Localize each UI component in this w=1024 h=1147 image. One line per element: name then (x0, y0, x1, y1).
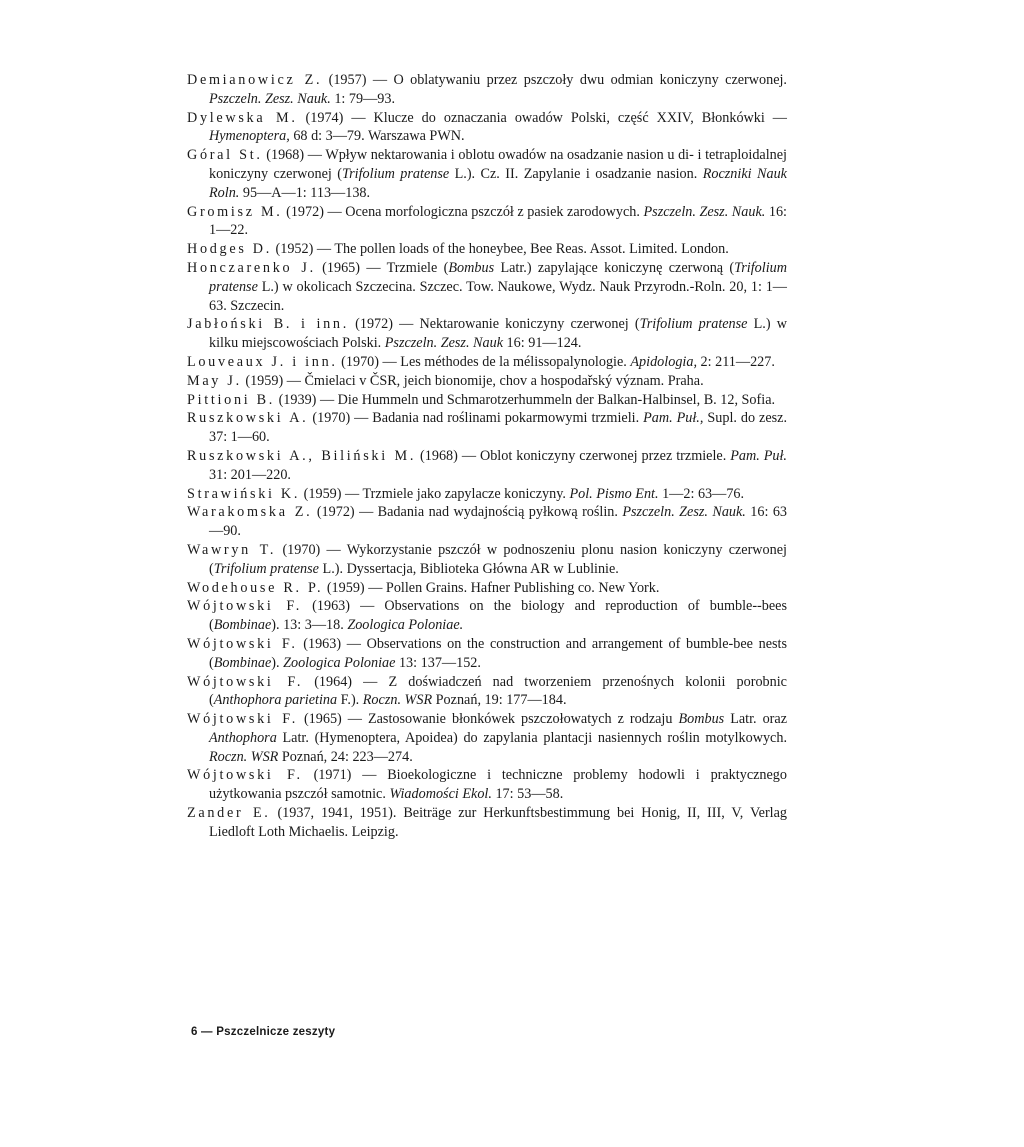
reference-text: 16: 1—22. (209, 203, 787, 239)
reference-text: Latr. oraz (724, 711, 787, 728)
reference-title-italic: Pszczeln. Zesz. Nauk (384, 335, 503, 352)
reference-author: Demianowicz Z. (187, 72, 323, 88)
reference-title-italic: Pol. Pismo Ent. (569, 485, 659, 502)
reference-entry (187, 109, 787, 147)
reference-author: Wójtowski F. (187, 711, 298, 728)
reference-text: ). (271, 654, 284, 671)
reference-author: Wójtowski F. (187, 767, 303, 784)
reference-text: (1972) — Badania nad wydajnością pyłkową roślin. (312, 504, 623, 521)
reference-title-italic: Anthophora (209, 729, 277, 746)
reference-text: (1937, 1941, 1951). Beiträge zur Herkunftsbestimmung bei Honig, II, III, V, Verlag Liedloft Loth Michaelis. Leipzig. (209, 805, 788, 840)
reference-text: ). 13: 3—18. (271, 617, 348, 634)
reference-author: Jabłoński B. i inn. (187, 316, 349, 333)
reference-text: L.) w okolicach Szczecina. Szczec. Tow. Naukowe, Wydz. Nauk Przyrodn.-Roln. 20, 1: 1—63. Szczecin. (209, 278, 787, 314)
reference-text: F.). (337, 692, 363, 709)
reference-author: Góral St. (187, 147, 263, 164)
reference-text: (1957) — O oblatywaniu przez pszczoły dwu odmian koniczyny czerwonej. (322, 72, 787, 88)
reference-text: 16: 91—124. (503, 335, 582, 352)
reference-title-italic: Trifolium pratense (639, 316, 748, 333)
reference-text: L.). Cz. II. Zapylanie i osadzanie nasion. (449, 165, 703, 182)
reference-text: 95—A—1: 113—138. (239, 184, 371, 201)
reference-title-italic: Anthophora parietina (213, 692, 338, 709)
reference-text: (1968) — Wpływ nektarowania i oblotu owadów na osadzanie nasion u di- i tetraploidalnej koniczyny czerwonej ( (209, 147, 788, 182)
reference-entry (187, 203, 787, 241)
reference-author: Ruszkowski A., Biliński M. (187, 447, 417, 464)
reference-text: (1964) — Z doświadczeń nad tworzeniem przenośnych kolonii porobnic ( (209, 673, 787, 709)
reference-text: L.) w kilku miejscowościach Polski. (209, 316, 787, 352)
reference-title-italic: Trifolium pratense (342, 165, 450, 182)
reference-entry (187, 503, 787, 541)
reference-text: Poznań, 24: 223—274. (278, 748, 413, 765)
reference-author: Strawiński K. (187, 485, 301, 502)
reference-title-italic: Pszczeln. Zesz. Nauk. (643, 203, 766, 220)
reference-title-italic: Pam. Puł. (730, 447, 787, 464)
reference-entry (187, 597, 787, 635)
reference-entry (187, 804, 787, 842)
reference-title-italic: Zoologica Poloniae (283, 654, 396, 671)
reference-entry (187, 635, 787, 673)
reference-title-italic: Roczniki Nauk Roln. (209, 165, 787, 201)
reference-text: 16: 63—90. (209, 504, 788, 540)
reference-text: (1965) — Trzmiele ( (315, 259, 449, 276)
reference-author: May J. (187, 372, 242, 389)
reference-text: (1968) — Oblot koniczyny czerwonej przez trzmiele. (416, 447, 731, 464)
reference-text: 68 d: 3—79. Warszawa PWN. (289, 128, 465, 145)
reference-text: (1965) — Zastosowanie błonkówek pszczołowatych z rodzaju (297, 711, 679, 728)
reference-author: Louveaux J. i inn. (187, 353, 338, 370)
reference-text: (1959) — Trzmiele jako zapylacze koniczyny. (300, 485, 570, 502)
reference-title-italic: Trifolium pratense (209, 259, 787, 295)
reference-title-italic: Trifolium pratense (213, 560, 319, 577)
reference-title-italic: Roczn. WSR (209, 748, 279, 765)
reference-text: 1: 79—93. (330, 90, 396, 107)
reference-text: 17: 53—58. (491, 786, 564, 803)
reference-text: (1974) — Klucze do oznaczania owadów Polski, część XXIV, Błonkówki — (297, 109, 787, 126)
reference-title-italic: Bombus (448, 259, 495, 276)
page-footer: 6 — Pszczelnicze zeszyty (191, 1026, 336, 1038)
reference-entry (187, 240, 787, 259)
reference-author: Wawryn T. (187, 541, 277, 558)
reference-text: (1970) — Les méthodes de la mélissopalynologie. (337, 353, 631, 370)
reference-entry (187, 485, 787, 504)
reference-text: Supl. do zesz. 37: 1—60. (209, 410, 787, 446)
reference-title-italic: Pszczeln. Zesz. Nauk. (209, 90, 331, 107)
reference-text: (1959) — Pollen Grains. Hafner Publishing co. New York. (323, 579, 660, 596)
reference-author: Dylewska M. (187, 109, 298, 126)
reference-entry (187, 541, 787, 579)
reference-text: (1959) — Čmielaci v ČSR, jeich bionomije, chov a hospodařský význam. Praha. (241, 372, 704, 389)
reference-text: 1—2: 63—76. (658, 485, 745, 502)
reference-text: (1972) — Ocena morfologiczna pszczół z pasiek zarodowych. (282, 203, 644, 220)
reference-text: 13: 137—152. (395, 654, 481, 671)
reference-title-italic: Pszczeln. Zesz. Nauk. (622, 504, 746, 521)
reference-entry (187, 259, 787, 315)
reference-author: Gromisz M. (187, 203, 283, 220)
reference-text: (1972) — Nektarowanie koniczyny czerwonej ( (348, 316, 640, 333)
reference-entry (187, 353, 787, 372)
reference-text: 2: 211—227. (697, 353, 775, 370)
reference-title-italic: Pam. Puł., (643, 410, 704, 427)
reference-title-italic: Bombinae (213, 654, 272, 671)
reference-entry (187, 71, 787, 109)
reference-text: L.). Dyssertacja, Biblioteka Główna AR w Lublinie. (318, 560, 619, 577)
reference-author: Honczarenko J. (187, 259, 316, 276)
reference-text: (1939) — Die Hummeln und Schmarotzerhummeln der Balkan-Halbinsel, B. 12, Sofia. (275, 391, 776, 408)
reference-text: (1970) — Badania nad roślinami pokarmowymi trzmieli. (308, 410, 644, 427)
reference-list (187, 71, 787, 842)
reference-entry (187, 673, 787, 711)
reference-title-italic: Apidologia, (630, 353, 697, 370)
reference-author: Hodges D. (187, 241, 272, 258)
reference-author: Pittioni B. (187, 391, 276, 408)
reference-author: Wójtowski F. (187, 598, 303, 615)
reference-title-italic: Zoologica Poloniae. (347, 617, 464, 634)
reference-author: Zander E. (187, 805, 271, 822)
reference-text: (1970) — Wykorzystanie pszczół w podnoszeniu plonu nasion koniczyny czerwonej ( (209, 541, 787, 577)
reference-text: Poznań, 19: 177—184. (432, 692, 567, 709)
reference-entry (187, 315, 787, 353)
reference-entry (187, 579, 787, 598)
reference-title-italic: Bombus (678, 711, 725, 728)
reference-text: (1971) — Bioekologiczne i techniczne problemy hodowli i praktycznego użytkowania pszczół samotnic. (209, 767, 787, 803)
reference-author: Wójtowski F. (187, 673, 304, 690)
reference-title-italic: Hymenoptera, (209, 128, 290, 145)
reference-title-italic: Bombinae (213, 617, 272, 634)
reference-entry (187, 372, 787, 391)
reference-author: Wójtowski F. (187, 635, 298, 652)
reference-title-italic: Wiadomości Ekol. (389, 786, 492, 803)
reference-text: (1952) — The pollen loads of the honeybee, Bee Reas. Assot. Limited. London. (271, 241, 729, 258)
reference-entry (187, 146, 787, 202)
reference-entry (187, 710, 787, 766)
reference-text: Latr.) zapylające koniczynę czerwoną ( (494, 259, 735, 276)
reference-author: Wodehouse R. P. (187, 579, 324, 596)
reference-entry (187, 447, 787, 485)
reference-entry (187, 391, 787, 410)
reference-author: Warakomska Z. (187, 504, 313, 521)
reference-entry (187, 766, 787, 804)
reference-author: Ruszkowski A. (187, 410, 309, 427)
reference-entry (187, 409, 787, 447)
reference-text: 31: 201—220. (209, 466, 291, 483)
reference-text: (1963) — Observations on the construction and arrangement of bumble-bee nests ( (209, 635, 787, 671)
reference-title-italic: Roczn. WSR (362, 692, 433, 709)
reference-text: (1963) — Observations on the biology and reproduction of bumble--bees ( (209, 598, 787, 634)
reference-text: Latr. (Hymenoptera, Apoidea) do zapylania plantacji nasiennych roślin motylkowych. (276, 729, 787, 746)
